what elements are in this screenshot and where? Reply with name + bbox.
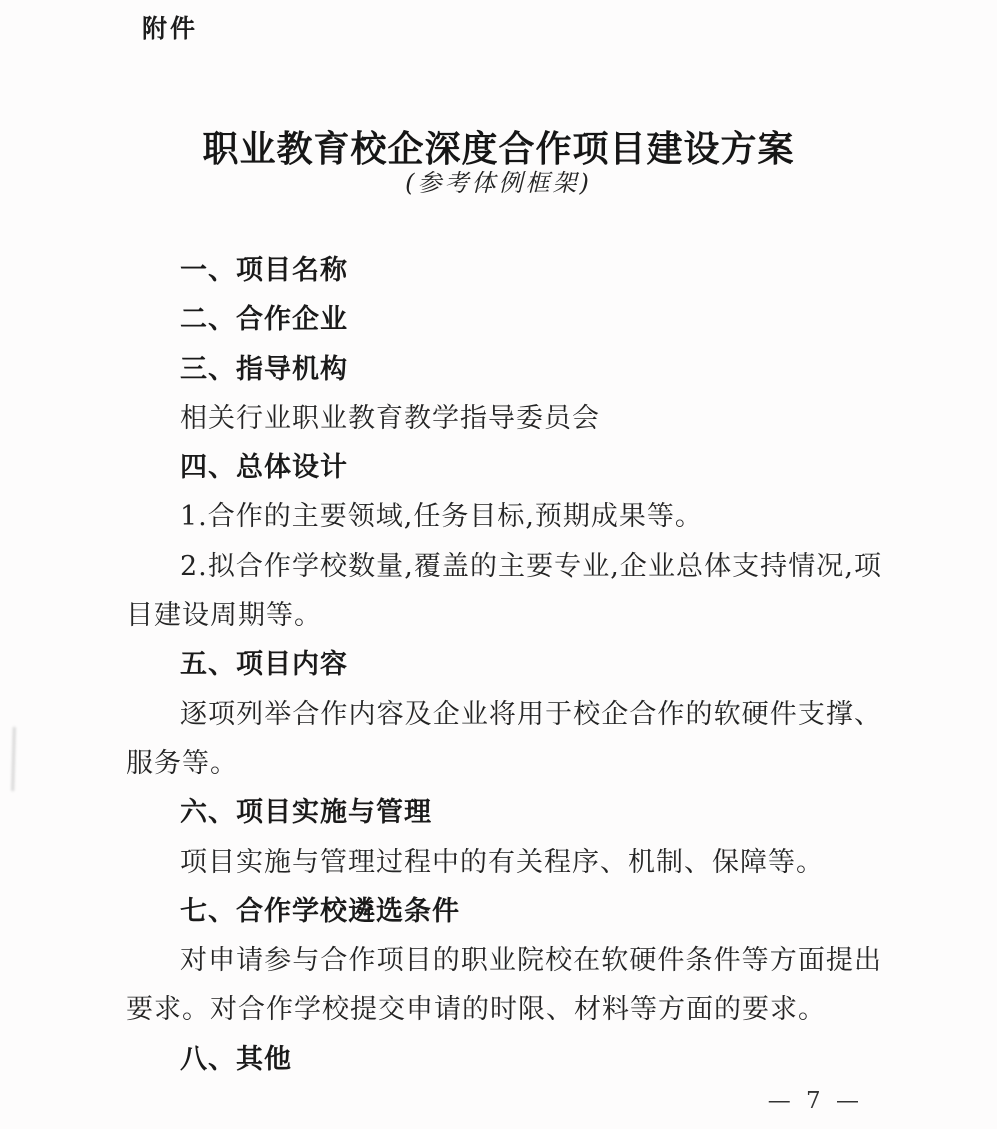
section-heading-2: 二、合作企业 (180, 304, 348, 335)
section-heading-5: 五、项目内容 (180, 649, 348, 680)
attachment-label: 附件 (142, 15, 199, 43)
paragraph-design-2: 2.拟合作学校数量,覆盖的主要专业,企业总体支持情况,项目建设周期等。 (126, 550, 882, 632)
section-heading-1: 一、项目名称 (180, 255, 348, 285)
document-body (126, 246, 882, 1084)
paragraph-design-1: 1.合作的主要领域,任务目标,预期成果等。 (180, 501, 703, 533)
paragraph-project-content: 逐项列举合作内容及企业将用于校企合作的软硬件支撑、服务等。 (126, 698, 882, 779)
paragraph-guiding-body: 相关行业职业教育教学指导委员会 (180, 402, 600, 434)
section-heading-6: 六、项目实施与管理 (180, 797, 432, 828)
section-heading-4: 四、总体设计 (180, 452, 348, 483)
document-subtitle: (参考体例框架) (405, 169, 592, 197)
paragraph-implementation: 项目实施与管理过程中的有关程序、机制、保障等。 (180, 846, 824, 878)
page-number: — 7 — (767, 1088, 863, 1114)
scan-artifact-mark (11, 727, 16, 791)
section-heading-7: 七、合作学校遴选条件 (180, 895, 460, 926)
section-heading-3: 三、指导机构 (180, 353, 348, 384)
document-title: 职业教育校企深度合作项目建设方案 (202, 128, 795, 171)
paragraph-selection-criteria: 对申请参与合作项目的职业院校在软硬件条件等方面提出要求。对合作学校提交申请的时限、材料等方面的要求。 (126, 945, 882, 1026)
section-heading-8: 八、其他 (180, 1043, 292, 1074)
